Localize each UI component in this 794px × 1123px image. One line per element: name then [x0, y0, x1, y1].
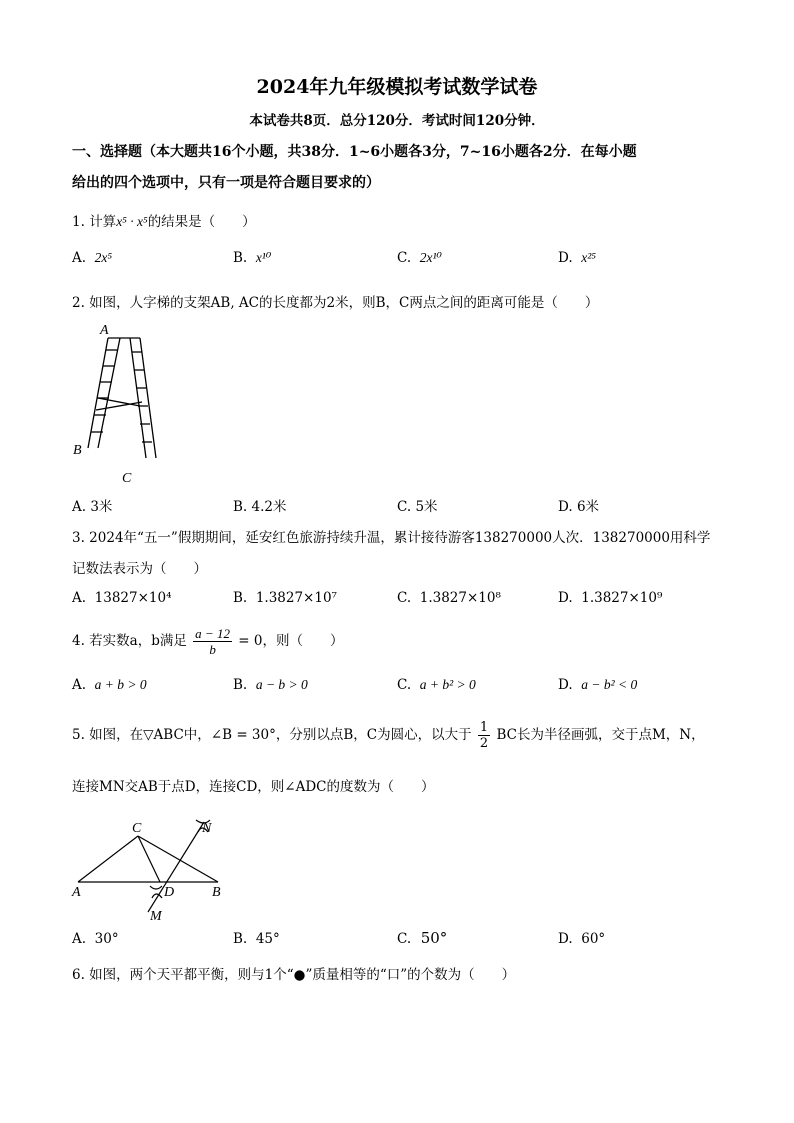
math-expression: x⁵ · x⁵: [116, 214, 148, 229]
question-6-stem: 6. 如图，两个天平都平衡，则与1个“●”质量相等的“口”的个数为（ ）: [72, 967, 516, 983]
q1-option-b: B. x¹⁰: [233, 250, 272, 266]
question-5-line1: [72, 720, 705, 751]
question-4: [72, 626, 343, 657]
label-b: B: [73, 443, 82, 458]
question-1: [72, 210, 256, 230]
q3-option-c: C. 1.3827×10⁸: [397, 590, 501, 606]
section-heading-line2: 给出的四个选项中，只有一项是符合题目要求的）: [72, 175, 380, 191]
q4-option-a: A. a + b > 0: [72, 677, 147, 693]
label-c: C: [122, 471, 132, 486]
question-3-line2: 记数法表示为（ ）: [72, 561, 207, 577]
question-text: 4. 若实数a，b满足: [72, 633, 187, 649]
q1-option-a: A. 2x⁵: [72, 250, 113, 266]
label-a: A: [100, 323, 109, 338]
label-b: B: [212, 885, 221, 900]
label-c: C: [132, 821, 142, 836]
fraction: [478, 720, 490, 751]
section-heading-line1: 一、选择题（本大题共16个小题，共38分．1~6小题各3分，7~16小题各2分．在每小题: [72, 144, 637, 160]
q4-option-b: B. a − b > 0: [233, 677, 308, 693]
question-text: = 0，则（ ）: [238, 633, 344, 649]
q3-option-b: B. 1.3827×10⁷: [233, 590, 337, 606]
question-3-line1: 3. 2024年“五一”假期期间，延安红色旅游持续升温，累计接待游客138270000人次．138270000用科学: [72, 530, 711, 546]
q3-option-a: A. 13827×10⁴: [72, 590, 172, 606]
label-m: M: [150, 909, 162, 924]
question-text: BC长为半径画弧，交于点M，N，: [496, 727, 705, 743]
triangle-construction-figure: [68, 812, 238, 924]
question-2-stem: 2. 如图，人字梯的支架AB, AC的长度都为2米，则B，C两点之间的距离可能是（ ）: [72, 295, 599, 311]
question-number: 1.: [72, 214, 85, 230]
fraction-numerator: a − 12: [195, 626, 230, 641]
q2-option-a: A. 3米: [72, 499, 113, 515]
q1-option-d: D. x²⁵: [558, 250, 596, 266]
question-text: 计算: [89, 214, 117, 230]
q4-option-c: C. a + b² > 0: [397, 677, 476, 693]
q2-option-d: D. 6米: [558, 499, 600, 515]
fraction: [193, 626, 232, 657]
q2-option-c: C. 5米: [397, 499, 438, 515]
exam-subtitle: 本试卷共8页．总分120分．考试时间120分钟．: [249, 113, 545, 129]
label-a: A: [72, 885, 81, 900]
ladder-figure: [68, 320, 168, 490]
q5-option-c: C. 50°: [397, 929, 448, 947]
question-text: 的结果是（ ）: [147, 214, 256, 230]
fraction-denominator: b: [209, 642, 216, 657]
question-text: 5. 如图，在▽ABC中，∠B = 30°，分别以点B，C为圆心，以大于: [72, 727, 472, 743]
q5-option-d: D. 60°: [558, 931, 606, 947]
q5-option-a: A. 30°: [72, 931, 119, 947]
label-n: N: [202, 821, 212, 836]
q4-option-d: D. a − b² < 0: [558, 677, 638, 693]
q2-option-b: B. 4.2米: [233, 499, 287, 515]
question-5-line2: 连接MN交AB于点D，连接CD，则∠ADC的度数为（ ）: [72, 779, 435, 795]
q5-option-b: B. 45°: [233, 931, 280, 947]
fraction-numerator: 1: [479, 720, 489, 735]
label-d: D: [164, 885, 175, 900]
q3-option-d: D. 1.3827×10⁹: [558, 590, 663, 606]
exam-title: 2024年九年级模拟考试数学试卷: [256, 76, 538, 98]
q1-option-c: C. 2x¹⁰: [397, 250, 442, 266]
fraction-denominator: 2: [479, 736, 489, 751]
